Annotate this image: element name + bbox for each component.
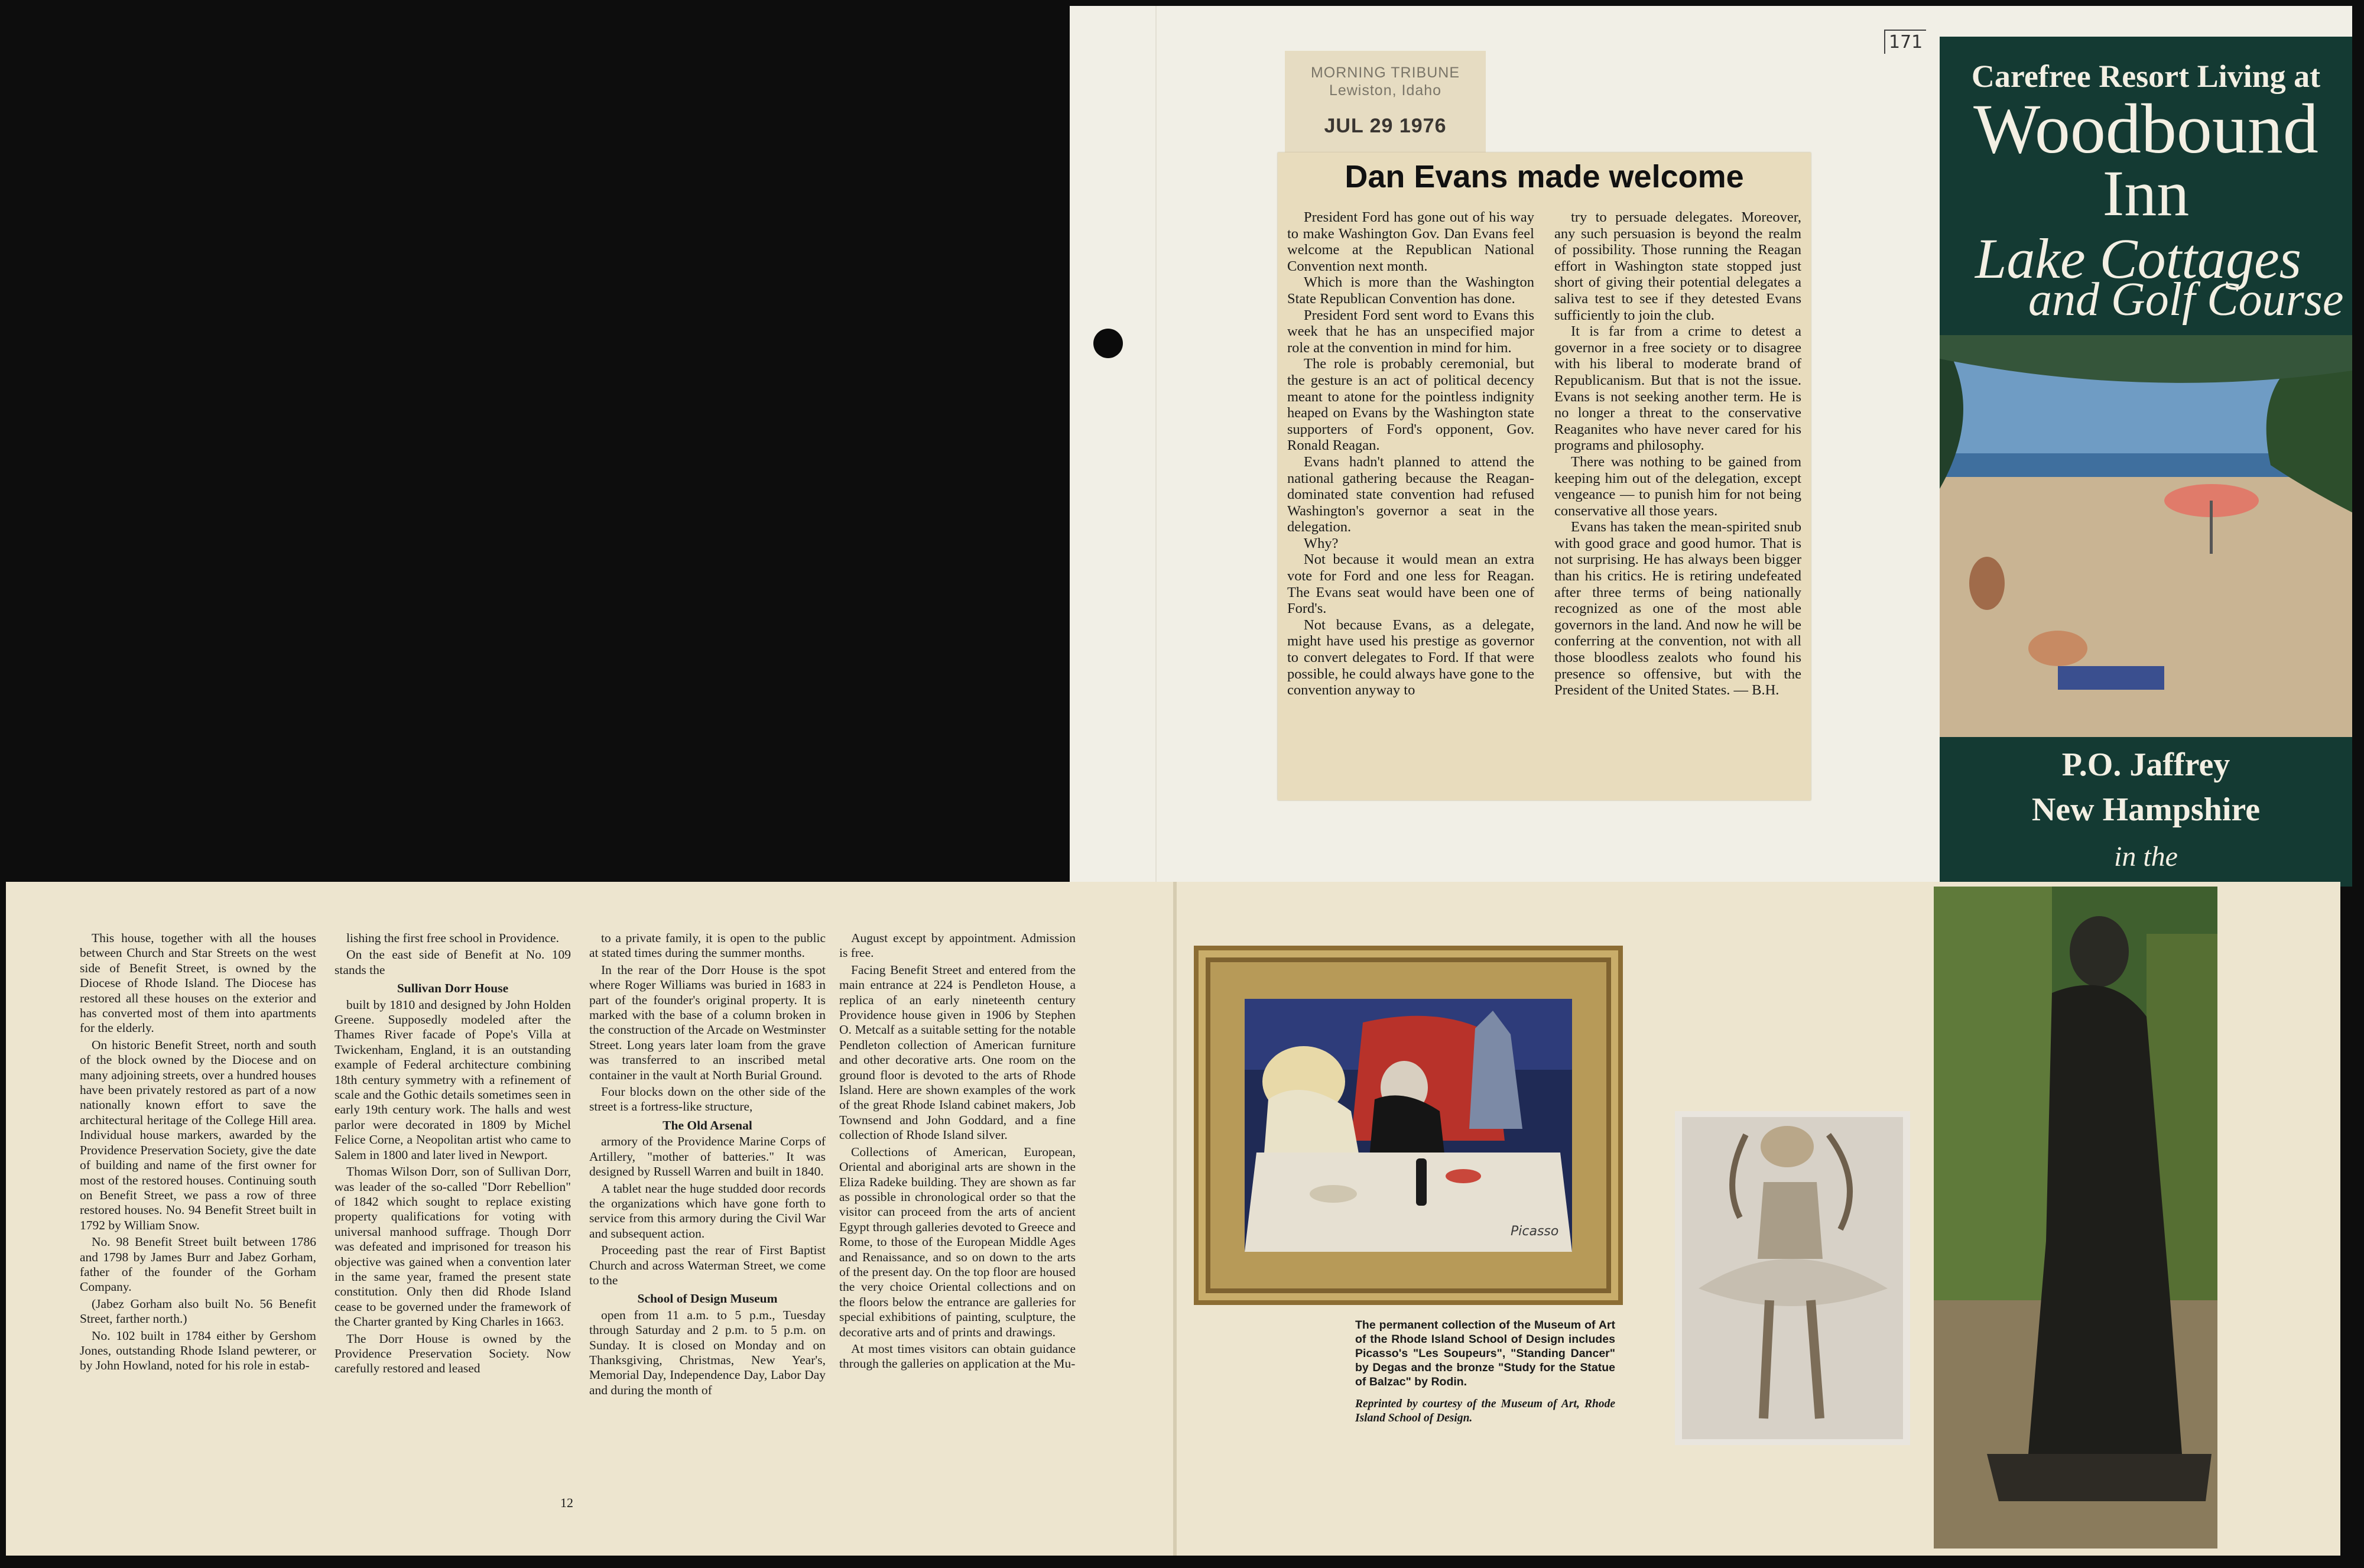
booklet-paragraph: August except by appointment. Admission is free.	[839, 931, 1076, 960]
booklet-paragraph: built by 1810 and designed by John Holden Greene. Supposedly modeled after the Thames River facade of Pope's Villa at Twickenham, England, it is an outstanding example of Federal architecture combining 18th century symmetry with a refinement of scale and the Gothic details sometimes seen in early 19th century work. The halls and west parlor were decorated in 1809 by Michel Felice Corne, a Neopolitan artist who came to Salem in 1800 and later lived in Newport.	[335, 997, 571, 1162]
booklet-paragraph: On historic Benefit Street, north and south of the block owned by the Diocese and on many adjoining streets, over a hundred houses have been privately restored as part of a now nationally known effort to save the architectural heritage of the College Hill area. Individual house markers, awarded by the Providence Preservation Society, give the date of building and name of the first owner for most of the restored houses. Continuing south on Benefit Street, we pass a row of three restored houses. No. 94 Benefit Street built in 1792 by William Snow.	[80, 1037, 316, 1232]
booklet-paragraph: In the rear of the Dorr House is the spot where Roger Williams was buried in 1683 in part of the founder's original property. It is marked with the base of a column broken in the construction of the Arcade on Westminster Street. Long years later loam from the grave was transferred to an inscribed metal container in the vault at North Burial Ground.	[589, 962, 826, 1082]
clipping-paragraph: Why?	[1304, 535, 1339, 551]
booklet-page-number: 12	[560, 1495, 573, 1510]
booklet-paragraph: armory of the Providence Marine Corps of Artillery, "mother of batteries." It was designed by Russell Warren and built in 1840.	[589, 1134, 826, 1179]
publication-city: Lewiston, Idaho	[1329, 82, 1442, 99]
brochure-address-line1: P.O. Jaffrey	[2061, 746, 2230, 783]
clipping-paragraph: Evans has taken the mean-spirited snub with good grace and good humor. That is not surprising. He has always been bigger than his critics. He is retiring undefeated after three terms of being nationally recognized as one of the most able governors in the land. And now he will be conferring at the convention, not with all those bloodless zealots who found his presence so offensive, but with the President of the United States. — B.H.	[1554, 519, 1801, 699]
resort-brochure	[1940, 37, 2352, 887]
page-margin-line	[1155, 6, 1157, 887]
booklet-paragraph: No. 98 Benefit Street built between 1786 and 1798 by James Burr and Jabez Gorham, father of the founder of the Gorham Company.	[80, 1235, 316, 1294]
clipping-paragraph: The role is probably ceremonial, but the gesture is an act of political decency meant to atone for the pointless indignity heaped on Evans by the Washington state supporters of Ford's opponent, Gov. Ronald Reagan.	[1287, 356, 1534, 454]
clipping-paragraph: try to persuade delegates. Moreover, any such persuasion is beyond the realm of possibility. Those running the Reagan effort in Washington state stopped just short of giving their potential delegates a saliva test to see if they detested Evans sufficiently to join the club.	[1554, 209, 1801, 323]
booklet-paragraph: On the east side of Benefit at No. 109 stands the	[335, 947, 571, 977]
clipping-headline: Dan Evans made welcome	[1345, 159, 1744, 194]
booklet-paragraph: The Dorr House is owned by the Providence Preservation Society. Now carefully restored and leased	[335, 1331, 571, 1376]
scrapbook-page-number: 171	[1884, 30, 1926, 54]
clipping-paragraph: Which is more than the Washington State Republican Convention has done.	[1287, 274, 1534, 307]
brochure-address-line2: New Hampshire	[2031, 791, 2261, 828]
brochure-name: Woodbound	[1973, 89, 2318, 168]
clipping-paragraph: It is far from a crime to detest a governor in a free society or to disagree with his liberal to moderate brand of Republicanism. But that is not the issue. Evans is not seeking another term. He is no longer a threat to the conservative Reaganites who have never cared for his programs and philosophy.	[1554, 323, 1801, 454]
brochure-name-inn: Inn	[2102, 157, 2190, 229]
booklet-paragraph: Thomas Wilson Dorr, son of Sullivan Dorr, was leader of the so-called "Dorr Rebellion" of 1842 which sought to replace existing property qualifications for voting with universal manhood suffrage. Though Dorr was defeated and imprisoned for treason his objective was gained when a convention later in the same year, framed the present state constitution. Only then did Rhode Island cease to be governed under the framework of the Charter granted by King Charles in 1663.	[335, 1164, 571, 1329]
rodin-balzac-statue	[1934, 887, 2217, 1548]
booklet-paragraph: Four blocks down on the other side of the street is a fortress-like structure,	[589, 1085, 826, 1114]
booklet-paragraph: At most times visitors can obtain guidance through the galleries on application at the Mu-	[839, 1341, 1076, 1371]
clipping-paragraph: President Ford sent word to Evans this week that he has an unspecified major role at the convention in mind for him.	[1287, 307, 1534, 356]
brochure-in-the: in the	[2114, 841, 2178, 872]
booklet-column-2	[335, 931, 571, 1378]
clipping-column-right	[1554, 209, 1801, 699]
booklet-paragraph: Collections of American, European, Oriental and aboriginal arts are shown in the Eliza Radeke building. They are shown as far as possible in chronological order so that the visitor can proceed from the arts of ancient Egypt through galleries devoted to Greece and Rome, to those of the European Middle Ages and Renaissance, and so on down to the arts of the present day. On the top floor are housed the very choice Oriental collections and on the floors below the entrance are galleries for special exhibitions of painting, sculpture, the decorative arts and of prints and drawings.	[839, 1144, 1076, 1339]
clipping-paragraph: President Ford has gone out of his way to make Washington Gov. Dan Evans feel welcome at the Republican National Convention next month.	[1287, 209, 1534, 274]
clipping-paragraph: There was nothing to be gained from keeping him out of the delegation, except vengeance — to punish him for not being conservative all those years.	[1554, 453, 1801, 519]
booklet-paragraph: This house, together with all the houses between Church and Star Streets on the west side of Benefit Street, is owned by the Diocese of Rhode Island. The Diocese has restored all these houses on the exterior and has converted most of them into apartments for the elderly.	[80, 931, 316, 1035]
booklet-paragraph: to a private family, it is open to the public at stated times during the summer months.	[589, 931, 826, 960]
booklet-gutter	[1173, 882, 1177, 1556]
booklet-column-1	[80, 931, 316, 1375]
caption-text: The permanent collection of the Museum of Art of the Rhode Island School of Design includes Picasso's "Les Soupeurs", "Standing Dancer" by Degas and the bronze "Study for the Statue of Balzac" by Rodin.	[1355, 1319, 1615, 1388]
painting-signature: Picasso	[1511, 1224, 1559, 1239]
picasso-painting	[1245, 999, 1572, 1252]
booklet-paragraph: lishing the first free school in Providence.	[346, 931, 560, 945]
brochure-golf-course: and Golf Course	[2028, 274, 2344, 326]
booklet-paragraph: open from 11 a.m. to 5 p.m., Tuesday through Saturday and 2 p.m. to 5 p.m. on Sunday. It is closed on Monday and on Thanksgiving, Christmas, New Year's, Memorial Day, Independence Day, Labor Day and during the month of	[589, 1307, 826, 1397]
clipping-masthead	[1285, 51, 1486, 157]
beach-photo	[1940, 335, 2352, 737]
newspaper-clipping	[1278, 152, 1811, 800]
degas-dancer-drawing	[1675, 1111, 1910, 1445]
booklet-paragraph: (Jabez Gorham also built No. 56 Benefit Street, farther north.)	[80, 1296, 316, 1326]
heading-old-arsenal: The Old Arsenal	[663, 1118, 752, 1132]
booklet-paragraph: Facing Benefit Street and entered from the main entrance at 224 is Pendleton House, a replica of an early nineteenth century Providence house given in 1906 by Stephen O. Metcalf as a suitable setting for the notable Pendleton collection of American furniture and other decorative arts. One room on the ground floor is devoted to the arts of Rhode Island. Here are shown examples of the work of the great Rhode Island cabinet makers, Job Townsend and John Goddard, and a fine collection of Rhode Island silver.	[839, 962, 1076, 1142]
booklet-paragraph: A tablet near the huge studded door records the organizations which have gone forth to service from this armory during the Civil War and subsequent action.	[589, 1181, 826, 1241]
caption-credit: Reprinted by courtesy of the Museum of Art, Rhode Island School of Design.	[1355, 1398, 1615, 1424]
clipping-paragraph: Evans hadn't planned to attend the national gathering because the Reagan-dominated state convention had refused Washington's governor a seat in the delegation.	[1287, 453, 1534, 535]
punch-hole	[1093, 329, 1123, 358]
booklet-column-4	[839, 931, 1076, 1374]
brochure-tagline: Carefree Resort Living at	[1971, 59, 2321, 94]
booklet-paragraph: No. 102 built in 1784 either by Gershom Jones, outstanding Rhode Island pewterer, or by John Howland, noted for his role in estab-	[80, 1328, 316, 1373]
clipping-paragraph: Not because it would mean an extra vote for Ford and one less for Reagan. The Evans seat would have been one of Ford's.	[1287, 551, 1534, 617]
booklet-column-3	[589, 931, 826, 1400]
brochure-lake-cottages: Lake Cottages	[1975, 227, 2301, 290]
clipping-column-left	[1287, 209, 1534, 699]
artwork-caption	[1355, 1318, 1615, 1426]
heading-sullivan-dorr-house: Sullivan Dorr House	[397, 981, 509, 996]
publication-name: MORNING TRIBUNE	[1310, 64, 1460, 81]
booklet-paragraph: Proceeding past the rear of First Baptist Church and across Waterman Street, we come to the	[589, 1243, 826, 1287]
heading-school-of-design-museum: School of Design Museum	[637, 1291, 778, 1306]
clipping-paragraph: Not because Evans, as a delegate, might have used his prestige as governor to convert delegates to Ford. If that were possible, he could always have gone to the convention anyway to	[1287, 616, 1534, 699]
clipping-date: JUL 29 1976	[1324, 115, 1447, 137]
